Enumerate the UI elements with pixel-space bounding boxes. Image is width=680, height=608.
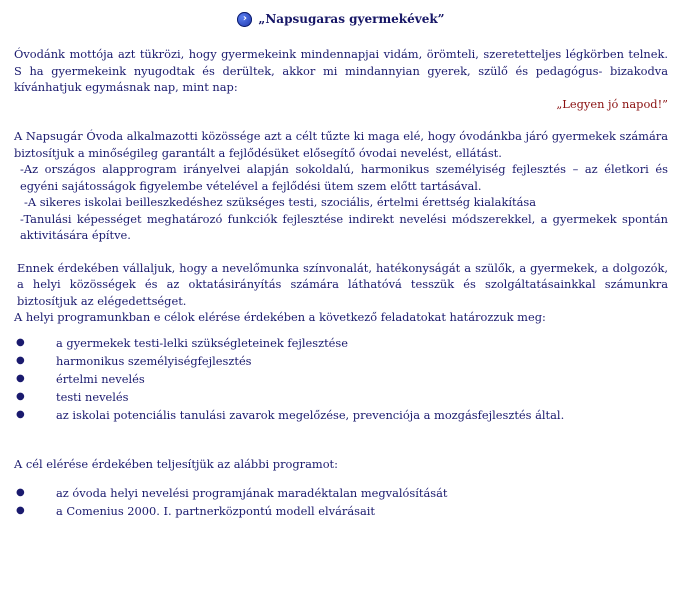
motto: „Legyen jó napod!” [556,96,668,111]
page-title: „Napsugaras gyermekévek” [258,12,445,26]
goal-item: -Az országos alapprogram irányelvei alapján sokoldalú, harmonikus személyiség fejlesztés – az életkori és egyéni sajátosságok figyelembe vételével a fejlődési ütem szem előtt tartásával. [20,162,668,193]
list-item-text: az óvoda helyi nevelési programjának maradéktalan megvalósítását [56,486,448,500]
spacer [14,244,668,260]
intro-paragraph: Óvodánk mottója azt tükrözi, hogy gyermekeink mindennapjai vidám, örömteli, szeretetteljes légkörben telnek. S ha gyermekeink nyugodtak és derültek, akkor mi mindannyian gyerek, szülő és pedagógus- bizakodva kívánhatjuk egymásnak nap, mint nap: [14,47,668,94]
list-item-text: a gyermekek testi-lelki szükségleteinek fejlesztése [56,335,348,350]
arrow-right-icon[interactable]: › [237,12,252,27]
goal-item: -Tanulási képességet meghatározó funkciók fejlesztése indirekt nevelési módszerekkel, a gyermekek spontán aktivitására építve. [20,211,668,242]
list-item-text: testi nevelés [56,389,129,404]
bullet-icon: ● [16,354,25,366]
list-item-text: értelmi nevelés [56,371,145,386]
list-item [14,388,668,406]
bullet-icon: ● [16,336,25,348]
bullet-icon: ● [16,487,25,498]
title-row [14,8,668,30]
goal-item: -A sikeres iskolai beilleszkedéshez szükséges testi, szociális, értelmi érettség kialakítása [24,195,536,209]
program-list [14,484,668,520]
spacer [14,30,668,46]
list-item [14,334,668,352]
bullet-icon: ● [16,390,25,402]
commitment-paragraph: Ennek érdekében vállaljuk, hogy a nevelőmunka színvonalát, hatékonyságát a szülők, a gyermekek, a dolgozók, a helyi közösségek és az oktatásirányítás számára láthatóvá tesszük és szolgáltatásainkkal számunkra biztosítjuk az elégedettséget. [17,260,668,308]
program-intro: A cél elérése érdekében teljesítjük az alábbi programot: [14,456,338,471]
list-item-text: harmonikus személyiségfejlesztés [56,353,252,368]
list-item-text: a Comenius 2000. I. partnerközpontú modell elvárásait [56,504,375,518]
spacer [14,424,668,456]
list-item [14,406,668,424]
tasks-list [14,334,668,424]
list-item [14,502,668,520]
bullet-icon: ● [16,372,25,384]
tasks-intro: A helyi programunkban e célok elérése érdekében a következő feladatokat határozzuk meg: [14,310,546,324]
bullet-icon: ● [16,408,25,420]
list-item [14,484,668,502]
goals-paragraph: A Napsugár Óvoda alkalmazotti közössége azt a célt tűzte ki maga elé, hogy óvodánkba járó gyermekek számára biztosítjuk a minőségileg garantált a fejlődésüket elősegítő óvodai nevelést, ellátást. [14,129,668,160]
bullet-icon: ● [16,505,25,516]
spacer [14,326,668,334]
spacer [14,112,668,128]
list-item-text: az iskolai potenciális tanulási zavarok megelőzése, prevenciója a mozgásfejlesztés által. [56,407,565,422]
spacer [14,472,668,484]
document-page [14,8,668,520]
list-item [14,352,668,370]
list-item [14,370,668,388]
